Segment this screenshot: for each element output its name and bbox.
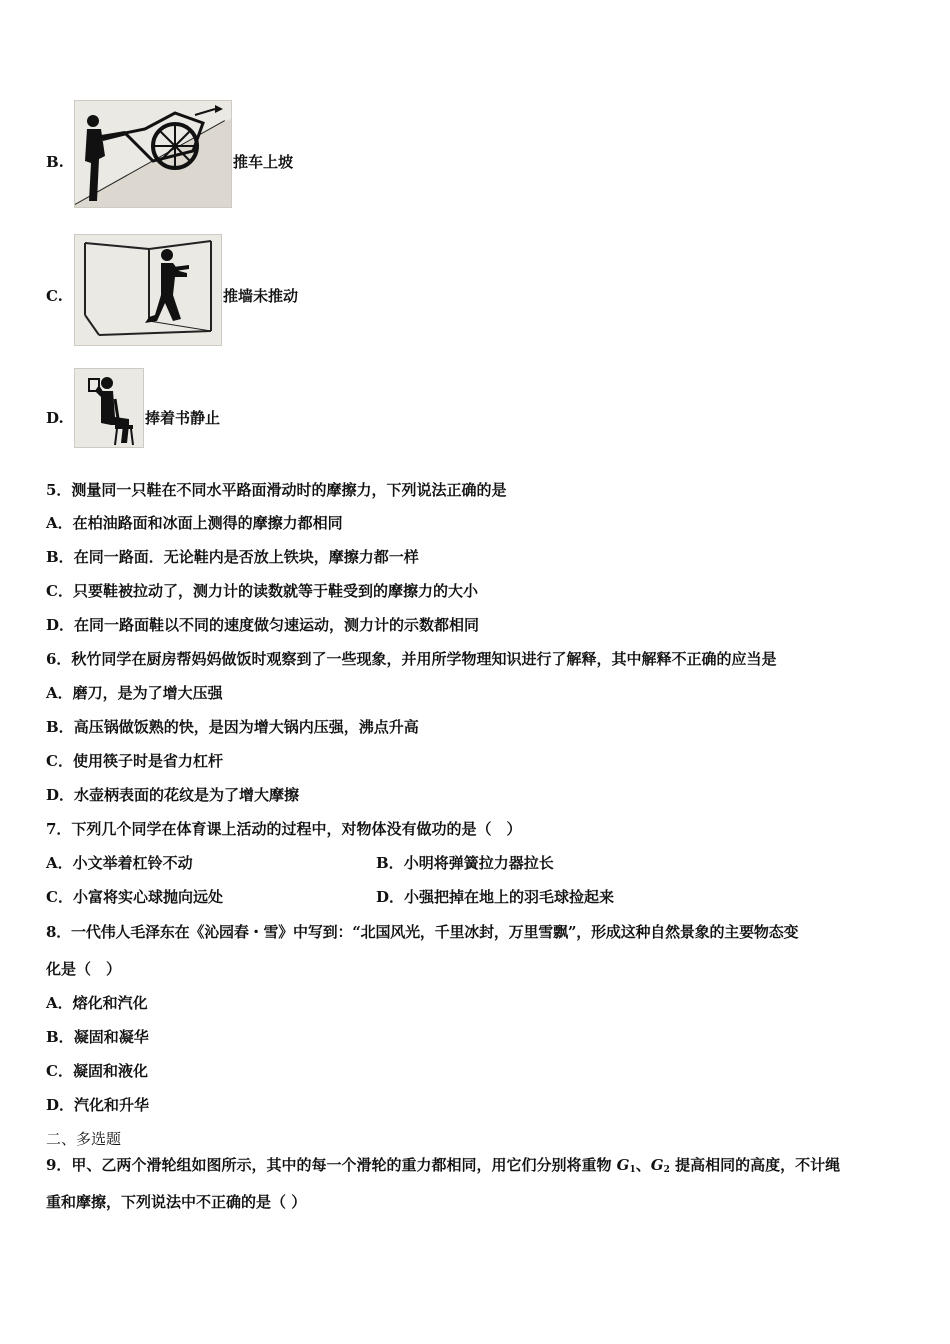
q5-stem: 5．测量同一只鞋在不同水平路面滑动时的摩擦力，下列说法正确的是 [46,481,507,499]
person-pushing-cart-icon [75,101,231,207]
q5-option-a: A．在柏油路面和冰面上测得的摩擦力都相同 [46,514,343,532]
option-d-letter: D. [46,409,64,427]
q7-options-row-2 [46,887,910,907]
person-pushing-wall-icon [75,235,221,345]
q9-stem-line-1: 9．甲、乙两个滑轮组如图所示，其中的每一个滑轮的重力都相同，用它们分别将重物 $G_1$、$G_2$ 提高相同的高度，不计绳 [46,1156,841,1175]
q8-option-b: B．凝固和凝华 [46,1028,149,1046]
q8-option-d: D．汽化和升华 [46,1096,150,1114]
q8-option-c: C．凝固和液化 [46,1062,148,1080]
option-d-caption: 捧着书静止 [145,409,221,427]
option-b-caption: 推车上坡 [233,153,294,171]
q6-stem: 6．秋竹同学在厨房帮妈妈做饭时观察到了一些现象，并用所学物理知识进行了解释，其中解释不正确的应当是 [46,650,777,668]
seated-person-holding-book-icon [75,369,143,447]
section-2-heading: 二、多选题 [46,1130,122,1148]
option-b-letter: B. [46,153,64,171]
q7-option-d: D．小强把掉在地上的羽毛球捡起来 [376,888,615,906]
holding-book-image [74,368,144,448]
q6-option-b: B．高压锅做饭熟的快，是因为增大锅内压强，沸点升高 [46,718,419,736]
q5-option-d: D．在同一路面鞋以不同的速度做匀速运动，测力计的示数都相同 [46,616,480,634]
q8-stem-line-2: 化是（ ） [46,960,122,978]
q8-stem-line-1: 8．一代伟人毛泽东在《沁园春・雪》中写到：“北国风光，千里冰封，万里雪飘”，形成这种自然景象的主要物态变 [46,923,799,941]
q6-option-a: A．磨刀，是为了增大压强 [46,684,223,702]
option-c-letter: C. [46,287,63,305]
q6-option-c: C．使用筷子时是省力杠杆 [46,752,223,770]
q7-options-row-1 [46,853,910,873]
q9-stem-line-2: 重和摩擦，下列说法中不正确的是（ ） [46,1193,307,1211]
q5-option-b: B．在同一路面．无论鞋内是否放上铁块，摩擦力都一样 [46,548,419,566]
q7-option-a: A．小文举着杠铃不动 [46,854,193,872]
q7-stem: 7．下列几个同学在体育课上活动的过程中，对物体没有做功的是（ ） [46,820,522,838]
q7-option-b: B．小明将弹簧拉力器拉长 [376,854,554,872]
q6-option-d: D．水壶柄表面的花纹是为了增大摩擦 [46,786,300,804]
push-cart-uphill-image [74,100,232,208]
option-c-caption: 推墙未推动 [223,287,299,305]
q5-option-c: C．只要鞋被拉动了，测力计的读数就等于鞋受到的摩擦力的大小 [46,582,478,600]
push-wall-image [74,234,222,346]
q7-option-c: C．小富将实心球抛向远处 [46,888,223,906]
q8-option-a: A．熔化和汽化 [46,994,148,1012]
